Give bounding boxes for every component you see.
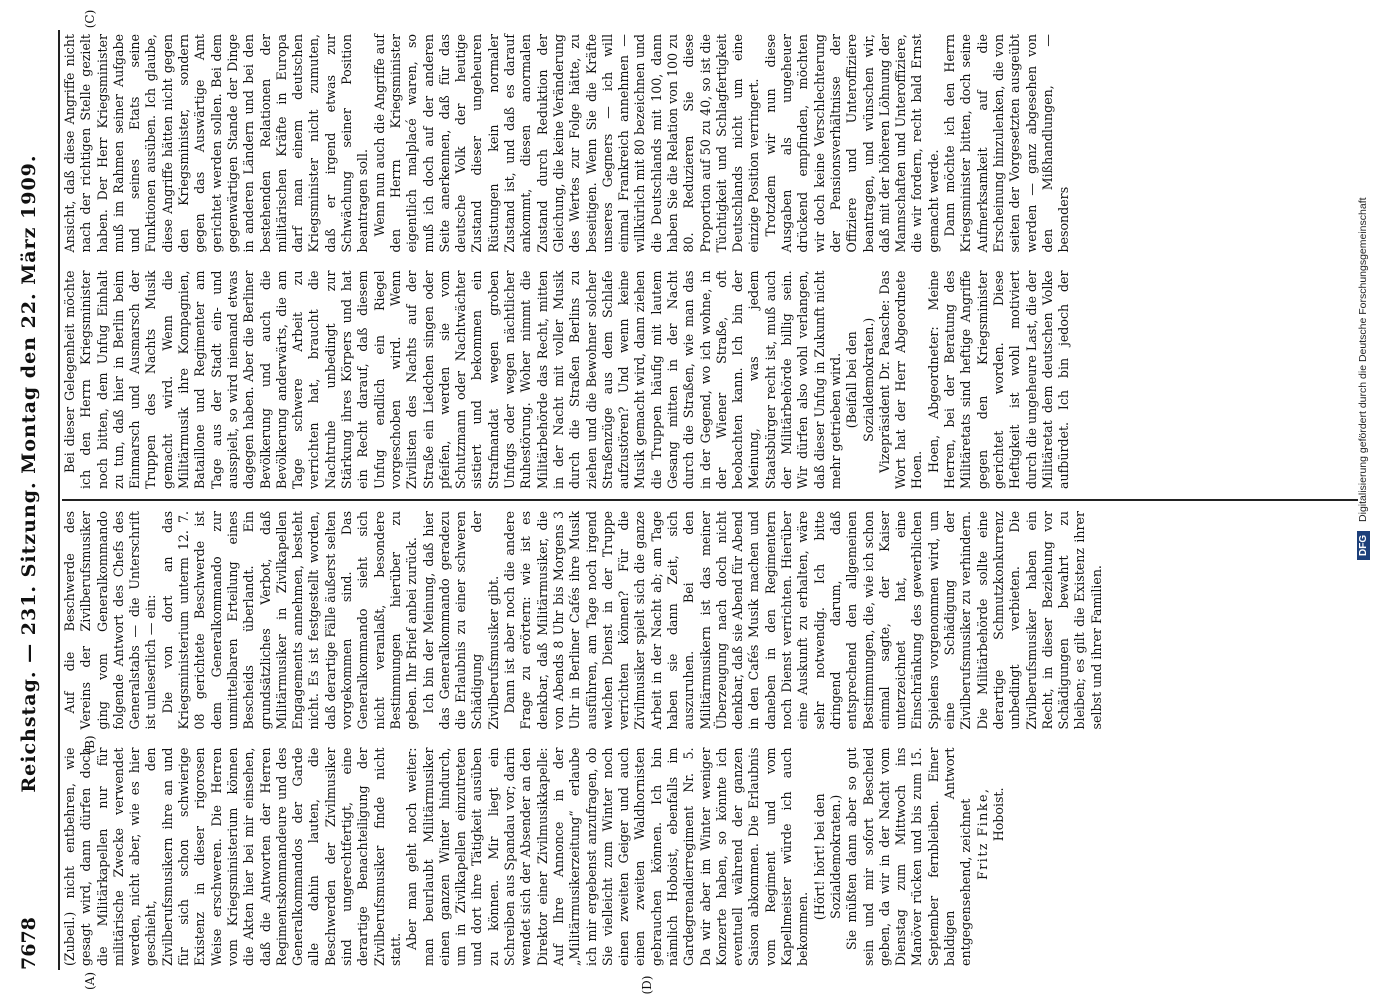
paragraph: Aber man geht noch weiter: man beurlaubt Militärmusiker einen ganzen Winter hindurch, um in Zivilkapellen einzutreten und dort ihre Tätigkeit ausüben zu können. Mir liegt ein Schreiben aus Spandau vor; darin wendet sich der Absender an den Direktor einer Zivilmusikkapelle: Auf Ihre Annonce in der „Militärmusikerzeitung“ erlaube ich mir ergebenst anzufragen, ob Sie vielleicht zum Winter noch einen zweiten Geiger und auch einen zweiten Waldhornisten gebrauchen können. Ich bin nämlich Hoboist, ebenfalls im Gardegrenadierregiment Nr. 5. Da wir aber im Winter weniger Konzerte haben, so könnte ich eventuell während der ganzen Saison abkommen. Die Erlaubnis vom Regiment und vom Kapellmeister würde ich auch bekommen. [404, 747, 811, 966]
column-1 [62, 747, 1358, 991]
left-page [62, 499, 1358, 991]
paragraph: Vizepräsident Dr. Paasche: Das Wort hat der Herr Abgeordnete Hoen. [876, 270, 925, 489]
paragraph: Dann ist aber noch die andere Frage zu erörtern: wie ist es denkbar, daß Militärmusiker, die von Abends 8 Uhr bis Morgens 3 Uhr in Berliner Cafés ihre Musik ausführen, am Tage noch irgend welchen Dienst in der Truppe verrichten können? Für die Zivilmusiker spielt sich die ganze Arbeit in der Nacht ab; am Tage haben sie dann Zeit, sich auszuruhen. Bei den Militärmusikern ist das meiner Überzeugung nach doch nicht denkbar, daß sie Abend für Abend in den Cafés Musik machen und daneben in den Regimentern noch Dienst verrichten. Hierüber eine Auskunft zu erhalten, wäre sehr notwendig. Ich bitte dringend darum, daß entsprechend den allgemeinen Bestimmungen, die, wie ich schon einmal sagte, der Kaiser unterzeichnet hat, eine Einschränkung des gewerblichen Spielens vorgenommen wird, um eine Schädigung der Zivilberufsmusiker zu verhindern. Die Militärbehörde sollte eine derartige Schmutzkonkurrenz unbedingt verbieten. Die Zivilberufsmusiker haben ein Recht, in dieser Beziehung vor Schädigungen bewahrt zu bleiben; es gilt die Existenz ihrer selbst und ihrer Familien. [502, 511, 1104, 730]
margin-marker-a: (A) [83, 971, 97, 991]
page-header [0, 30, 60, 970]
columns [62, 9, 1358, 991]
column-3 [62, 9, 1358, 489]
paragraph: (Zubeil.) nicht entbehren, wie gesagt wird, dann dürfen doch die Militärkapellen nur für militärische Zwecke verwendet werden, nicht aber, wie es hier geschieht, den Zivilberufsmusikern ihre an und für sich schon schwierige Existenz in dieser rigorosen Weise erschweren. Die Herren vom Kriegsministerium können die Akten hier bei mir einsehen, daß die Antworten der Herren Regimentskommandeure und des Generalkommandos der Garde alle dahin lauten, die Beschwerden der Zivilmusiker sind ungerechtfertigt, eine derartige Benachteiligung der Zivilberufsmusiker finde nicht statt. [62, 747, 403, 966]
paragraph: Dann möchte ich den Herrn Kriegsminister bitten, doch seine Aufmerksamkeit auf die Erscheinung hinzulenken, die von seiten der Vorgesetzten ausgeübt werden — ganz abgesehen von den Mißhandlungen, — besonders [942, 34, 1072, 253]
paragraph: Trotzdem wir nun diese Ausgaben als ungeheuer drückend empfinden, möchten wir doch keine Verschlechterung der Pensionsverhältnisse der Offiziere und Unteroffiziere beantragen, und wünschen wir, daß mit der höheren Löhnung der Mannschaften und Unteroffiziere, die wir fordern, recht bald Ernst gemacht werde. [762, 34, 941, 253]
interjection: (Hört! hört! bei den Sozialdemokraten.) [811, 793, 843, 921]
margin-marker-c: (C) [83, 9, 97, 29]
page-number: 7678 [18, 917, 40, 970]
right-page [62, 9, 1358, 499]
margin-marker-b: (B) [83, 735, 97, 754]
paragraph: Ich bin der Meinung, daß hier das Generalkommando geradezu die Erlaubnis zu einer schweren Schädigung der Zivilberufsmusiker gibt. [420, 511, 501, 730]
paragraph: Hoen, Abgeordneter: Meine Herren, bei der Beratung des Militäretats sind heftige Angriffe gegen den Kriegsminister gerichtet worden. Diese Heftigkeit ist wohl motiviert durch die ungeheure Last, die der Militäretat dem deutschen Volke aufbürdet. Ich bin jedoch der Ansicht, daß diese Angriffe nicht nach der richtigen Stelle gezielt haben. Der Herr Kriegsminister muß im Rahmen seiner Aufgabe und seines Etats seine Funktionen ausüben. Ich glaube, diese Angriffe hätten nicht gegen den Kriegsminister, sondern gegen das Auswärtige Amt gerichtet werden sollen. Bei dem gegenwärtigen Stande der Dinge in anderen Ländern und bei den bestehenden Relationen der militärischen Kräfte in Europa darf man einem deutschen Kriegsminister nicht zumuten, daß er irgend etwas zur Schwächung seiner Position beantragen soll. [62, 34, 1072, 489]
column-2 [62, 511, 1358, 754]
paragraph: Wenn nun auch die Angriffe auf den Herrn Kriegsminister eigentlich malplacé waren, so muß ich doch auf der anderen Seite anerkennen, daß für das deutsche Volk der heutige Zustand dieser ungeheuren Rüstungen kein normaler Zustand ist, und daß es darauf ankommt, diesen anormalen Zustand durch Reduktion der Gleichung, die keine Veränderung des Wertes zur Folge hätte, zu beseitigen. Wenn Sie die Kräfte unseres Gegners — ich will einmal Frankreich annehmen — willkürlich mit 80 bezeichnen und die Deutschlands mit 100, dann haben Sie die Relation von 100 zu 80. Reduzieren Sie diese Proportion auf 50 zu 40, so ist die Tüchtigkeit und Schlagfertigkeit Deutschlands nicht um eine einzige Position verringert. [371, 34, 762, 253]
credit-text: Digitalisierung gefördert durch die Deutsche Forschungsgemeinschaft [1357, 197, 1369, 522]
signature-name: Fritz Finke, [974, 787, 990, 880]
paragraph: Auf die Beschwerde des Vereins der Zivilberufsmusiker ging vom Generalkommando folgende Antwort des Chefs des Generalstabs — die Unterschrift ist unleserlich — ein: [62, 511, 159, 730]
paragraph: Sie müßten dann aber so gut sein und mir sofort Bescheid geben, da wir in der Nacht vom Dienstag zum Mittwoch ins Manöver rücken und bis zum 15. September fernbleiben. Einer baldigen Antwort entgegensehend, zeichnet [844, 747, 974, 966]
page-title: Reichstag. — 231. Sitzung. Montag den 22. März 1909. [18, 154, 40, 793]
interjection: (Beifall bei den Sozialdemokraten.) [844, 317, 876, 442]
paragraph: Bei dieser Gelegenheit möchte ich den Herrn Kriegsminister noch bitten, dem Unfug Einhalt zu tun, daß hier in Berlin beim Einmarsch und Ausmarsch der Truppen des Nachts Musik gemacht wird. Wenn die Militärmusik ihre Kompagnien, Bataillone und Regimenter am Tage aus der Stadt ein- und ausspielt, so wird niemand etwas dagegen haben. Aber die Berliner Bevölkerung und auch die Bevölkerung anderwärts, die am Tage schwere Arbeit zu verrichten hat, braucht die Nachtruhe unbedingt zur Stärkung ihres Körpers und hat ein Recht darauf, daß diesem Unfug endlich ein Riegel vorgeschoben wird. Wenn Zivilisten des Nachts auf der Straße ein Liedchen singen oder pfeifen, werden sie vom Schutzmann oder Nachtwächter sistiert und bekommen ein Strafmandat wegen groben Unfugs oder wegen nächtlicher Ruhestörung. Woher nimmt die Militärbehörde das Recht, mitten in der Nacht mit voller Musik durch die Straßen Berlins zu ziehen und die Bewohner solcher Straßenzüge aus dem Schlafe aufzustören? Und wenn keine Musik gemacht wird, dann ziehen die Truppen häufig mit lautem Gesang mitten in der Nacht durch die Straßen, wie man das in der Gegend, wo ich wohne, in der Wiener Straße, oft beobachten kann. Ich bin der Meinung, was jedem Staatsbürger recht ist, muß auch der Militärbehörde billig sein. Wir dürfen also wohl verlangen, daß dieser Unfug in Zukunft nicht mehr getrieben wird. [62, 270, 843, 489]
credit-strip [1357, 0, 1383, 1000]
dfg-logo: DFG [1357, 531, 1370, 560]
signature-title: Hoboist. [990, 787, 1006, 842]
margin-marker-d: (D) [640, 975, 654, 995]
paragraph: Die von dort an das Kriegsministerium unterm 12. 7. 08 gerichtete Beschwerde ist dem Generalkommando zur unmittelbaren Erteilung eines Bescheids überlandt. Ein grundsätzliches Verbot, daß Militärmusiker in Zivilkapellen Engagements annehmen, besteht nicht. Es ist festgestellt worden, daß derartige Fälle äußerst selten vorgekommen sind. Das Generalkommando sieht sich nicht veranlaßt, besondere Bestimmungen hierüber zu geben. Ihr Brief anbei zurück. [159, 511, 420, 730]
